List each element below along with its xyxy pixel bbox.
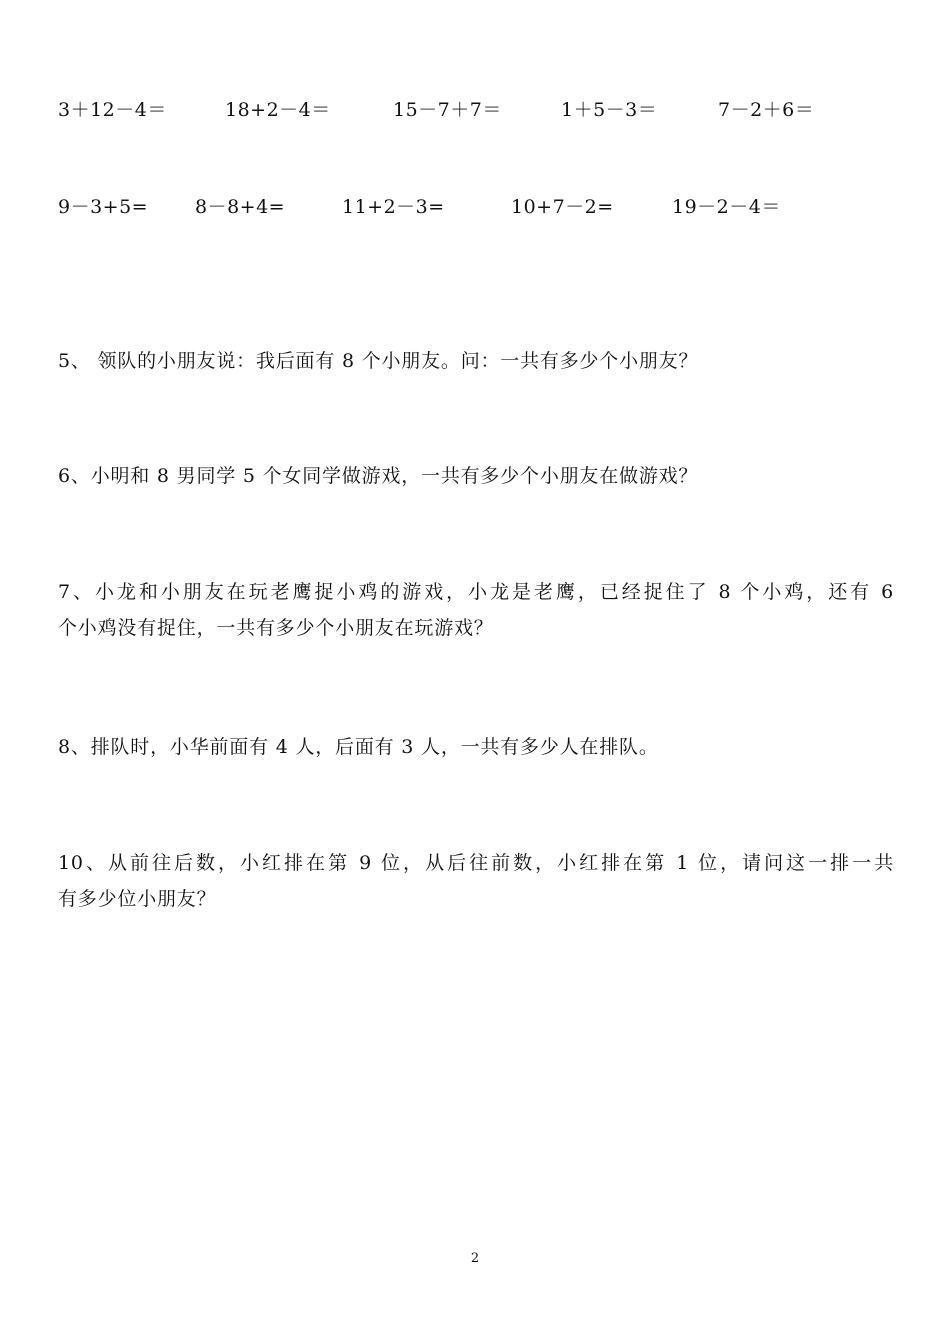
question-text: 5、 领队的小朋友说：我后面有 8 个小朋友。问：一共有多少个小朋友？ xyxy=(58,350,699,372)
equation-row-2 xyxy=(0,192,950,222)
equation: 10+7－2= xyxy=(511,196,614,218)
question-text-line-1: 10、从前往后数，小红排在第 9 位，从后往前数，小红排在第 1 位，请问这一排一共 xyxy=(58,852,894,874)
page-number: 2 xyxy=(470,1251,480,1266)
question-7 xyxy=(58,574,894,646)
question-6 xyxy=(58,458,894,494)
question-text: 6、小明和 8 男同学 5 个女同学做游戏，一共有多少个小朋友在做游戏？ xyxy=(58,465,699,487)
question-text-line-2: 个小鸡没有捉住，一共有多少个小朋友在玩游戏？ xyxy=(58,617,494,639)
equation: 19－2－4＝ xyxy=(672,196,781,218)
equation-row-1 xyxy=(0,95,950,125)
question-8 xyxy=(58,729,894,765)
equation: 7－2＋6＝ xyxy=(718,99,815,121)
equation: 15－7＋7＝ xyxy=(393,99,502,121)
equation: 9－3+5= xyxy=(58,196,149,218)
question-text: 8、排队时，小华前面有 4 人，后面有 3 人，一共有多少人在排队。 xyxy=(58,736,659,758)
equation: 18+2－4＝ xyxy=(225,99,331,121)
equation: 3＋12－4＝ xyxy=(58,99,167,121)
equation: 1＋5－3＝ xyxy=(561,99,658,121)
equation: 8－8+4= xyxy=(195,196,286,218)
question-text-line-2: 有多少位小朋友？ xyxy=(58,888,217,910)
question-10 xyxy=(58,845,894,917)
question-5 xyxy=(58,343,894,379)
question-text-line-1: 7、小龙和小朋友在玩老鹰捉小鸡的游戏，小龙是老鹰，已经捉住了 8 个小鸡，还有 6 xyxy=(58,581,894,603)
equation: 11+2－3= xyxy=(342,196,445,218)
